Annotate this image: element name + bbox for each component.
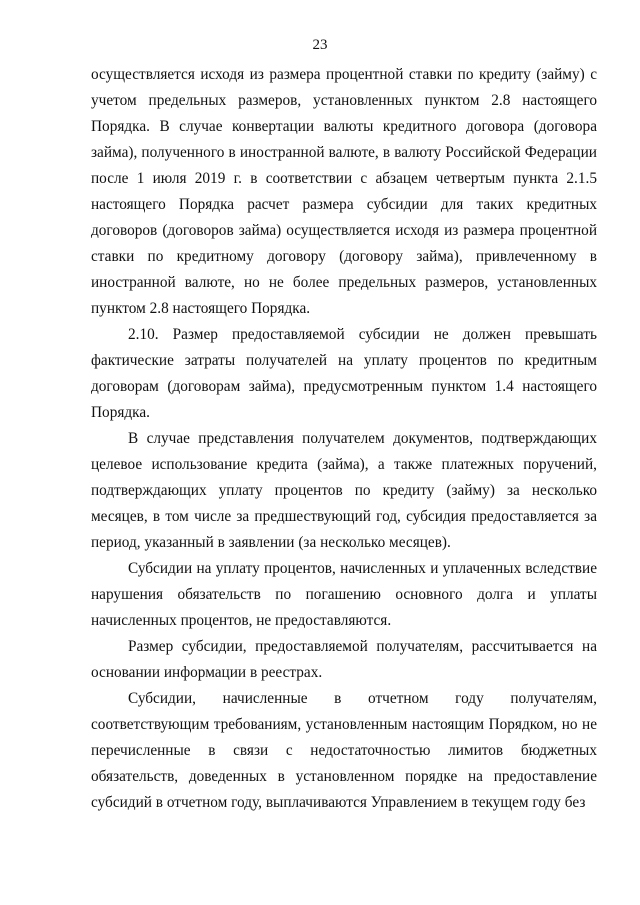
paragraph-unpaid-subsidies: Субсидии, начисленные в отчетном году получателям, соответствующим требованиям, установленным настоящим Порядком, но не перечисленные в связи с недостаточностью лимитов бюджетных обязательств, доведенных в установленном порядке на предоставление субсидий в отчетном году, выплачиваются Управлением в текущем году без (91, 690, 597, 811)
paragraph-continuation: осуществляется исходя из размера процентной ставки по кредиту (займу) с учетом предельных размеров, установленных пунктом 2.8 настоящего Порядка. В случае конвертации валюты кредитного договора (договора займа), полученного в иностранной валюте, в валюту Российской Федерации после 1 июля 2019 г. в соответствии с абзацем четвертым пункта 2.1.5 настоящего Порядка расчет размера субсидии для таких кредитных договоров (договоров займа) осуществляется исходя из размера процентной ставки по кредитному договору (договору займа), привлеченному в иностранной валюте, но не более предельных размеров, установленных пунктом 2.8 настоящего Порядка. (91, 66, 597, 317)
page-number: 23 (312, 37, 328, 53)
paragraph-documents: В случае представления получателем документов, подтверждающих целевое использование кредита (займа), а также платежных поручений, подтверждающих уплату процентов по кредиту (займу) за несколько месяцев, в том числе за предшествующий год, субсидия предоставляется за период, указанный в заявлении (за несколько месяцев). (91, 430, 597, 551)
document-body (91, 62, 597, 816)
paragraph-violations: Субсидии на уплату процентов, начисленных и уплаченных вследствие нарушения обязательств по погашению основного долга и уплаты начисленных процентов, не предоставляются. (91, 560, 597, 629)
paragraph-registry: Размер субсидии, предоставляемой получателям, рассчитывается на основании информации в реестрах. (91, 638, 597, 681)
paragraph-2-10: 2.10. Размер предоставляемой субсидии не должен превышать фактические затраты получателей на уплату процентов по кредитным договорам (договорам займа), предусмотренным пунктом 1.4 настоящего Порядка. (91, 326, 597, 421)
